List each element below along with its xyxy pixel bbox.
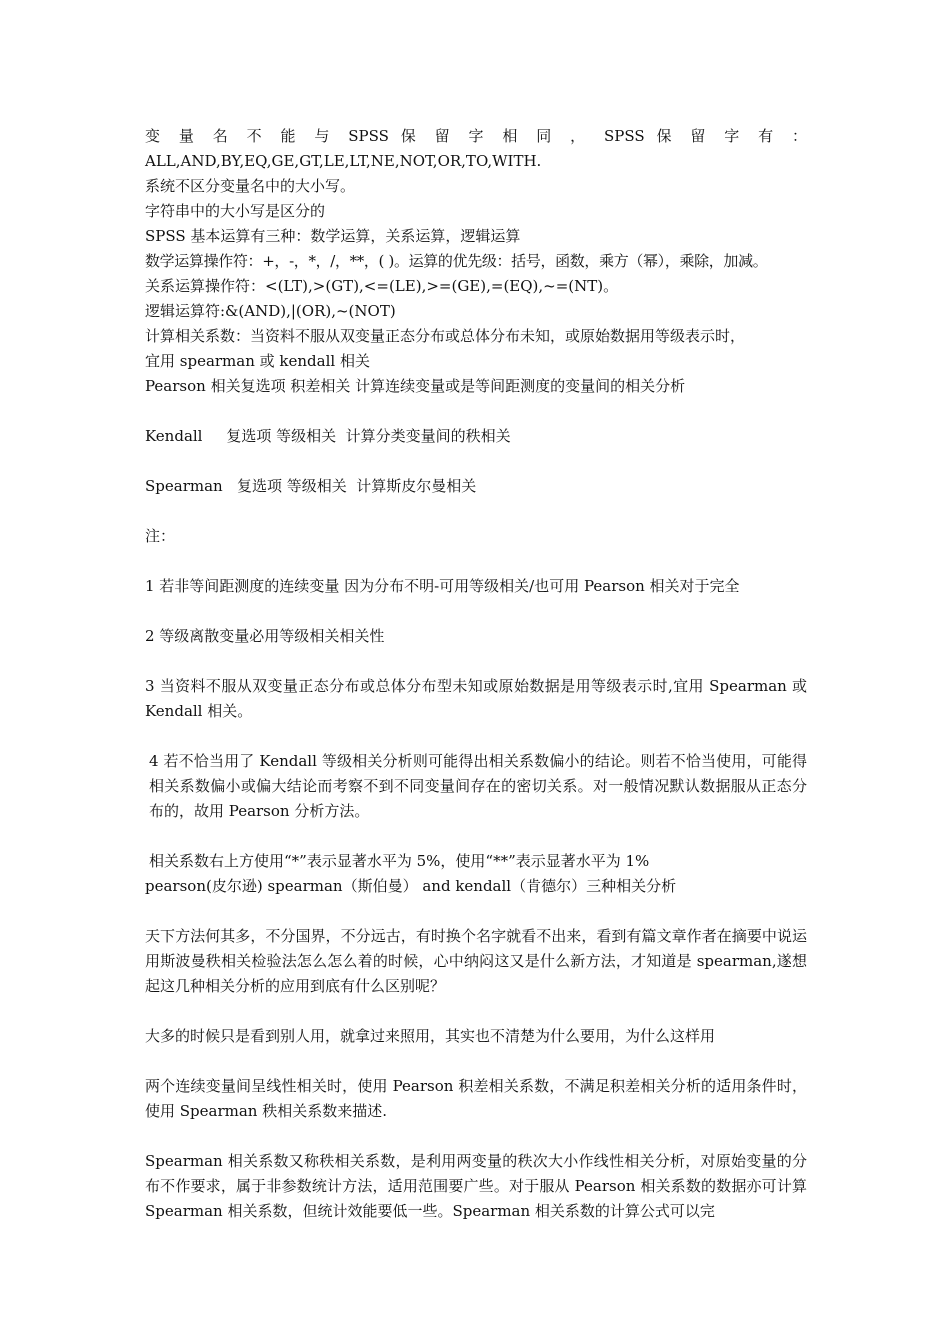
blank-line bbox=[145, 599, 807, 624]
text-line-reserved-words-list: ALL,AND,BY,EQ,GE,GT,LE,LT,NE,NOT,OR,TO,WITH. bbox=[145, 152, 542, 170]
text-line-basic-operations: SPSS 基本运算有三种：数学运算，关系运算，逻辑运算 bbox=[145, 227, 521, 245]
text-line-kendall-option: Kendall 复选项 等级相关 计算分类变量间的秩相关 bbox=[145, 427, 511, 445]
text-line-correlation-intro: 计算相关系数：当资料不服从双变量正态分布或总体分布未知，或原始数据用等级表示时， bbox=[145, 327, 746, 345]
text-line-string-case: 字符串中的大小写是区分的 bbox=[145, 202, 326, 220]
text-line-three-correlations: pearson(皮尔逊) spearman（斯伯曼） and kendall（肯德尔）三种相关分析 bbox=[145, 877, 677, 895]
text-line-pearson-option: Pearson 相关复选项 积差相关 计算连续变量或是等间距测度的变量间的相关分析 bbox=[145, 377, 686, 395]
text-line-relational-operators: 关系运算操作符：<(LT),>(GT),<=(LE),>=(GE),=(EQ),~=(NT)。 bbox=[145, 277, 619, 295]
blank-line bbox=[145, 549, 807, 574]
text-line-logical-operators: 逻辑运算符:&(AND),|(OR),~(NOT) bbox=[145, 302, 396, 320]
paragraph-methods-everywhere: 天下方法何其多，不分国界，不分远古，有时换个名字就看不出来，看到有篇文章作者在摘要中说运用斯波曼秩相关检验法怎么怎么着的时候，心中纳闷这又是什么新方法，才知道是 spearman,遂想起这几种相关分析的应用到底有什么区别呢？ bbox=[145, 927, 807, 995]
text-line-spearman-option: Spearman 复选项 等级相关 计算斯皮尔曼相关 bbox=[145, 477, 477, 495]
note-item-1: 1 若非等间距测度的连续变量 因为分布不明-可用等级相关/也可用 Pearson 相关对于完全 bbox=[145, 577, 740, 595]
paragraph-pearson-vs-spearman: 两个连续变量间呈线性相关时，使用 Pearson 积差相关系数，不满足积差相关分析的适用条件时，使用 Spearman 秩相关系数来描述. bbox=[145, 1077, 807, 1120]
document-body bbox=[145, 124, 807, 1224]
blank-line bbox=[145, 449, 807, 474]
paragraph-just-copying: 大多的时候只是看到别人用，就拿过来照用，其实也不清楚为什么要用，为什么这样用 bbox=[145, 1027, 716, 1045]
note-item-3: 3 当资料不服从双变量正态分布或总体分布型未知或原始数据是用等级表示时,宜用 Spearman 或 Kendall 相关。 bbox=[145, 677, 807, 720]
note-item-4: 4 若不恰当用了 Kendall 等级相关分析则可能得出相关系数偏小的结论。则若不恰当使用，可能得相关系数偏小或偏大结论而考察不到不同变量间存在的密切关系。对一般情况默认数据服从正态分布的，故用 Pearson 分析方法。 bbox=[149, 752, 807, 820]
note-item-2: 2 等级离散变量必用等级相关相关性 bbox=[145, 627, 385, 645]
text-line-note-heading: 注： bbox=[145, 527, 176, 545]
blank-line bbox=[145, 899, 807, 924]
text-line-significance-markers: 相关系数右上方使用“*”表示显著水平为 5%，使用“**”表示显著水平为 1% bbox=[149, 852, 650, 870]
text-line-reserved-words-intro: 变 量 名 不 能 与 SPSS 保 留 字 相 同 ， SPSS 保 留 字 有 ： bbox=[145, 127, 807, 145]
text-line-spearman-kendall: 宜用 spearman 或 kendall 相关 bbox=[145, 352, 370, 370]
text-line-math-operators: 数学运算操作符：+，-，*，/，**，( )。运算的优先级：括号，函数，乘方（幂），乘除，加减。 bbox=[145, 252, 768, 270]
blank-line bbox=[145, 399, 807, 424]
blank-line bbox=[145, 649, 807, 674]
paragraph-spearman-definition: Spearman 相关系数又称秩相关系数，是利用两变量的秩次大小作线性相关分析，对原始变量的分布不作要求，属于非参数统计方法，适用范围要广些。对于服从 Pearson 相关系数的数据亦可计算 Spearman 相关系数，但统计效能要低一些。Spearman 相关系数的计算公式可以完 bbox=[145, 1152, 807, 1220]
text-line-case-insensitive: 系统不区分变量名中的大小写。 bbox=[145, 177, 356, 195]
blank-line bbox=[145, 499, 807, 524]
